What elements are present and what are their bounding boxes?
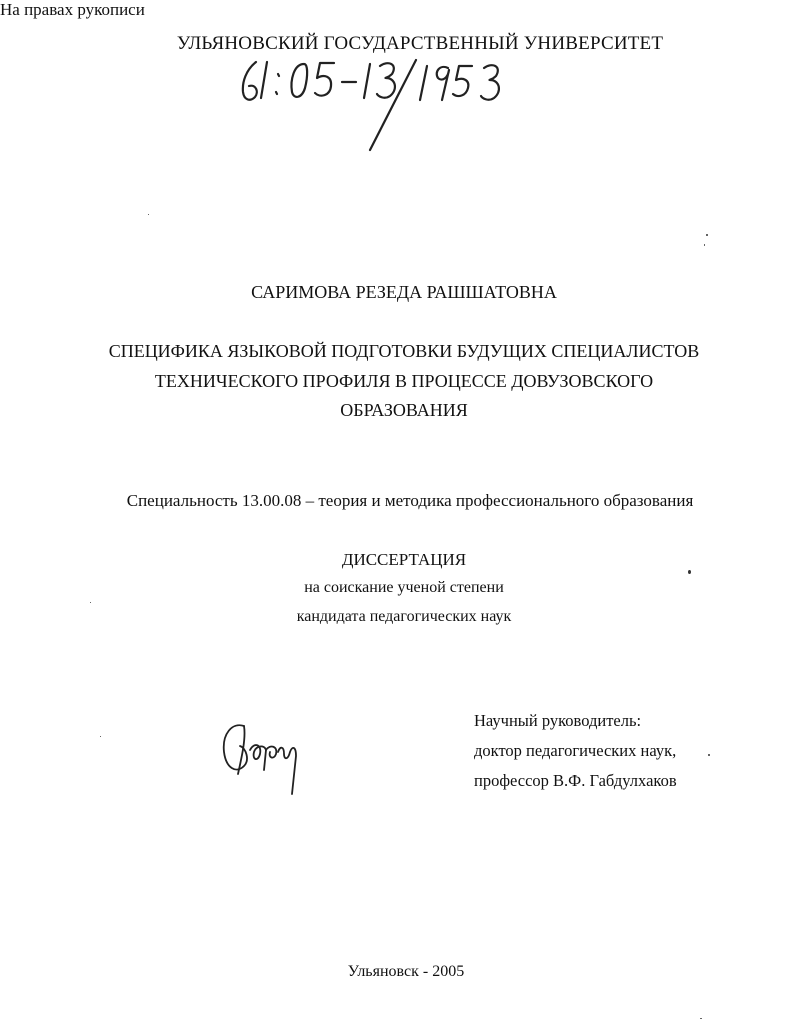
scan-speck: [708, 754, 710, 756]
specialty-line: Специальность 13.00.08 – теория и методика профессионального образования: [126, 491, 694, 510]
handwritten-archive-code: [234, 56, 524, 152]
advisor-degree: доктор педагогических наук,: [474, 741, 677, 760]
scan-speck: [100, 736, 101, 737]
degree-line-2: кандидата педагогических наук: [296, 608, 512, 625]
author-signature: [216, 716, 316, 798]
rights-note: На правах рукописи: [0, 0, 145, 19]
author-name: САРИМОВА РЕЗЕДА РАШШАТОВНА: [251, 282, 557, 302]
scan-speck: [704, 244, 705, 246]
scan-speck: [700, 1018, 702, 1019]
dissertation-title-line-1: СПЕЦИФИКА ЯЗЫКОВОЙ ПОДГОТОВКИ БУДУЩИХ СПЕЦИАЛИСТОВ: [108, 341, 700, 361]
scan-speck: [688, 570, 691, 574]
degree-line-1: на соискание ученой степени: [304, 579, 504, 596]
dissertation-title-line-2: ТЕХНИЧЕСКОГО ПРОФИЛЯ В ПРОЦЕССЕ ДОВУЗОВСКОГО: [154, 371, 654, 391]
city-year: Ульяновск - 2005: [347, 963, 465, 980]
scan-speck: [148, 214, 149, 215]
scan-speck: [706, 234, 708, 236]
dissertation-label: ДИССЕРТАЦИЯ: [341, 550, 467, 569]
scan-speck: [90, 602, 91, 603]
dissertation-title-line-3: ОБРАЗОВАНИЯ: [340, 400, 468, 420]
advisor-label: Научный руководитель:: [474, 711, 642, 730]
university-name: УЛЬЯНОВСКИЙ ГОСУДАРСТВЕННЫЙ УНИВЕРСИТЕТ: [176, 33, 664, 54]
advisor-name: профессор В.Ф. Габдулхаков: [474, 771, 677, 790]
